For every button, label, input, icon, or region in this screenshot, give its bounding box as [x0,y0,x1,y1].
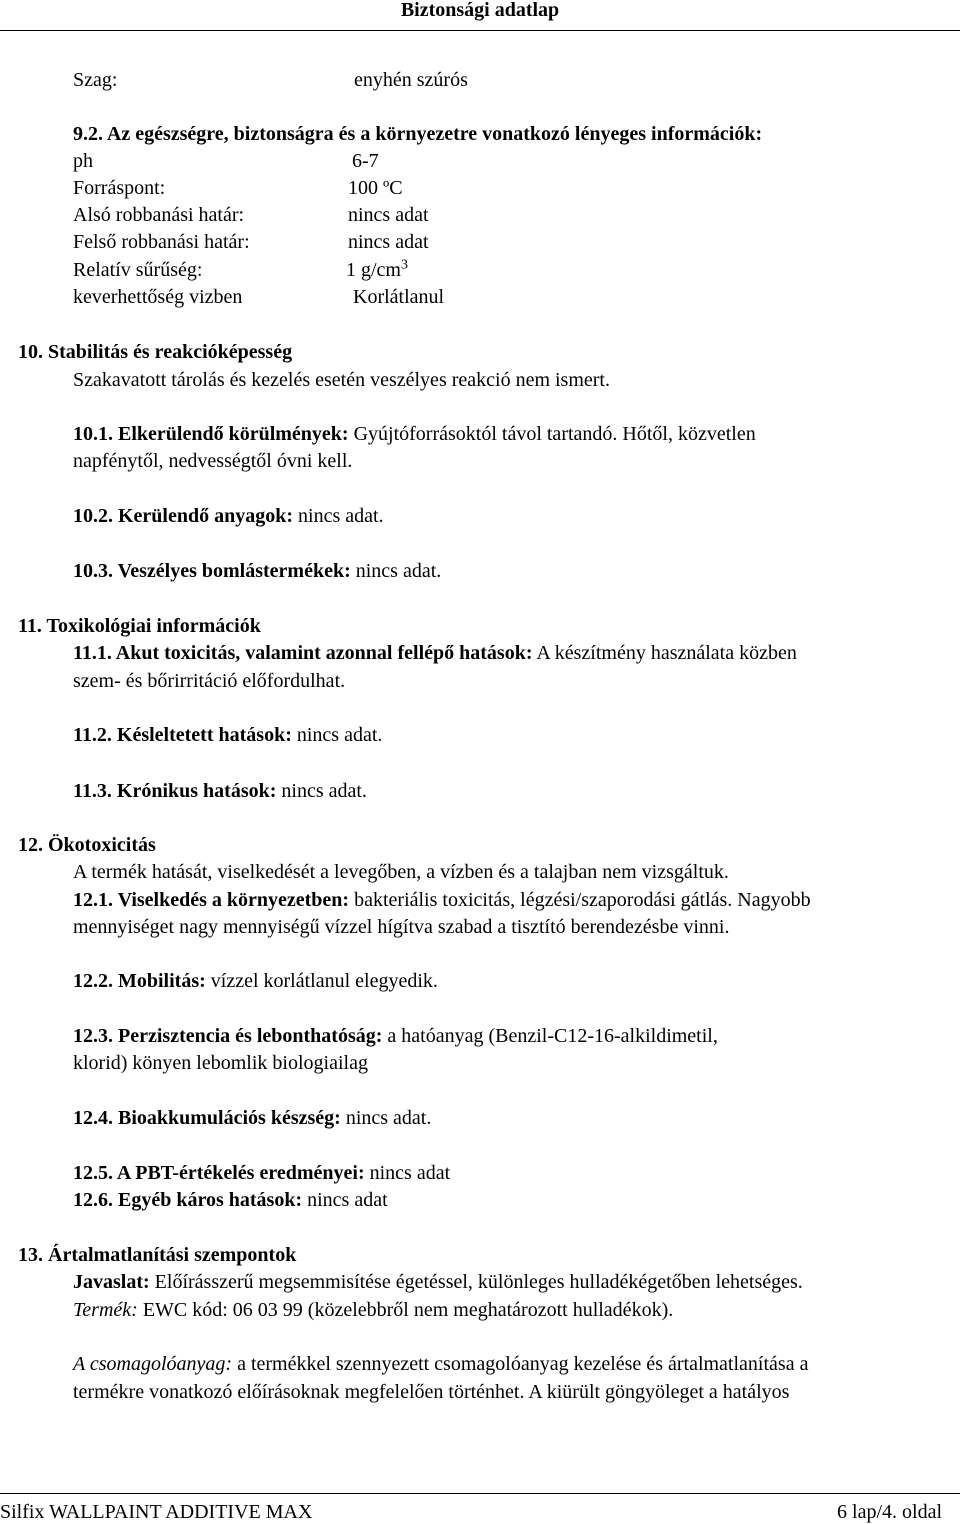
packaging-label: A csomagolóanyag: [73,1353,233,1375]
product-label: Termék: [73,1299,138,1321]
subsection-label: 12.4. Bioakkumulációs készség: [73,1107,341,1129]
smell-value: enyhén szúrós [354,69,468,91]
subsection-text: bakteriális toxicitás, légzési/szaporodási gátlás. Nagyobb [354,889,811,911]
subsection-label: 12.2. Mobilitás: [73,970,206,992]
section-11-3 [73,779,367,803]
section-12-2 [73,969,438,993]
section-9-2-title: 9.2. Az egészségre, biztonságra és a környezetre vonatkozó lényeges információk: [73,123,763,145]
subsection-value: nincs adat. [345,1107,432,1129]
subsection-value: vízzel korlátlanul elegyedik. [210,970,438,992]
prop-label: Relatív sűrűség: [73,259,203,281]
subsection-text-continued: mennyiséget nagy mennyiségű vízzel hígítva szabad a tisztító berendezésbe vinni. [73,916,730,938]
footer-product: Silfix WALLPAINT ADDITIVE MAX [0,1501,313,1523]
advice-text: Előírásszerű megsemmisítése égetéssel, különleges hulladékégetőben lehetséges. [154,1271,803,1293]
section-11-2 [73,723,382,747]
subsection-text-continued: napfénytől, nedvességtől óvni kell. [73,450,353,472]
section-10-1 [73,422,756,446]
footer-rule [0,1493,960,1494]
subsection-text: A készítmény használata közben [536,642,797,664]
prop-label: keverhettőség vizben [73,286,243,308]
prop-value: 6-7 [352,150,379,172]
prop-value: nincs adat [348,204,429,226]
subsection-label: 12.6. Egyéb káros hatások: [73,1189,303,1211]
prop-label: ph [73,150,93,172]
superscript: 3 [401,257,408,273]
prop-value: Korlátlanul [353,286,445,308]
section-10-text: Szakavatott tárolás és kezelés esetén veszélyes reakció nem ismert. [73,369,610,391]
prop-value: 100 ºC [348,177,403,199]
prop-value: nincs adat [348,231,429,253]
subsection-label: 11.2. Késleltetett hatások: [73,724,292,746]
packaging-text-continued: termékre vonatkozó előírásoknak megfelelően történhet. A kiürült göngyöleget a hatályos [73,1381,790,1403]
packaging-text: a termékkel szennyezett csomagolóanyag kezelése és ártalmatlanítása a [237,1353,809,1375]
section-11-title: 11. Toxikológiai információk [18,615,261,637]
subsection-text: a hatóanyag (Benzil-C12-16-alkildimetil, [387,1025,718,1047]
subsection-label: 10.3. Veszélyes bomlástermékek: [73,560,351,582]
header-rule [0,30,960,31]
subsection-label: 10.2. Kerülendő anyagok: [73,505,294,527]
section-12-4 [73,1106,431,1130]
subsection-text-continued: klorid) könyen lebomlik biologiailag [73,1052,368,1074]
subsection-value: nincs adat [369,1162,451,1184]
section-12-5 [73,1161,450,1185]
footer-page-number: 6 lap/4. oldal [837,1501,942,1523]
prop-label: Felső robbanási határ: [73,231,250,253]
subsection-label: 12.3. Perzisztencia és lebonthatóság: [73,1025,383,1047]
section-13-advice [73,1270,803,1294]
subsection-label: 10.1. Elkerülendő körülmények: [73,423,349,445]
subsection-value: nincs adat. [296,724,383,746]
subsection-label: 11.3. Krónikus hatások: [73,780,277,802]
prop-label: Alsó robbanási határ: [73,204,245,226]
section-12-3 [73,1024,718,1048]
section-11-1 [73,641,797,665]
section-10-title: 10. Stabilitás és reakcióképesség [18,341,293,363]
section-12-1 [73,888,811,912]
smell-label: Szag: [73,69,118,91]
page-title: Biztonsági adatlap [400,0,560,21]
subsection-text-continued: szem- és bőrirritáció előfordulhat. [73,670,346,692]
subsection-value: nincs adat. [355,560,442,582]
section-13-title: 13. Ártalmatlanítási szempontok [18,1244,297,1266]
section-13-packaging [73,1352,808,1376]
advice-label: Javaslat: [73,1271,150,1293]
section-12-title: 12. Ökotoxicitás [18,834,156,856]
section-12-6 [73,1188,388,1212]
section-12-text: A termék hatását, viselkedését a levegőben, a vízben és a talajban nem vizsgáltuk. [73,861,729,883]
prop-label: Forráspont: [73,177,166,199]
section-10-2 [73,504,384,528]
subsection-value: nincs adat [307,1189,388,1211]
subsection-label: 12.5. A PBT-értékelés eredményei: [73,1162,365,1184]
subsection-label: 11.1. Akut toxicitás, valamint azonnal fellépő hatások: [73,642,533,664]
prop-value: 1 $g/cm^3$ [346,257,408,281]
subsection-value: nincs adat. [298,505,384,527]
subsection-value: nincs adat. [281,780,367,802]
product-text: EWC kód: 06 03 99 (közelebbről nem meghatározott hulladékok). [142,1299,674,1321]
section-10-3 [73,559,441,583]
subsection-label: 12.1. Viselkedés a környezetben: [73,889,350,911]
section-13-product [73,1298,673,1322]
subsection-text: Gyújtóforrásoktól távol tartandó. Hőtől, közvetlen [353,423,756,445]
